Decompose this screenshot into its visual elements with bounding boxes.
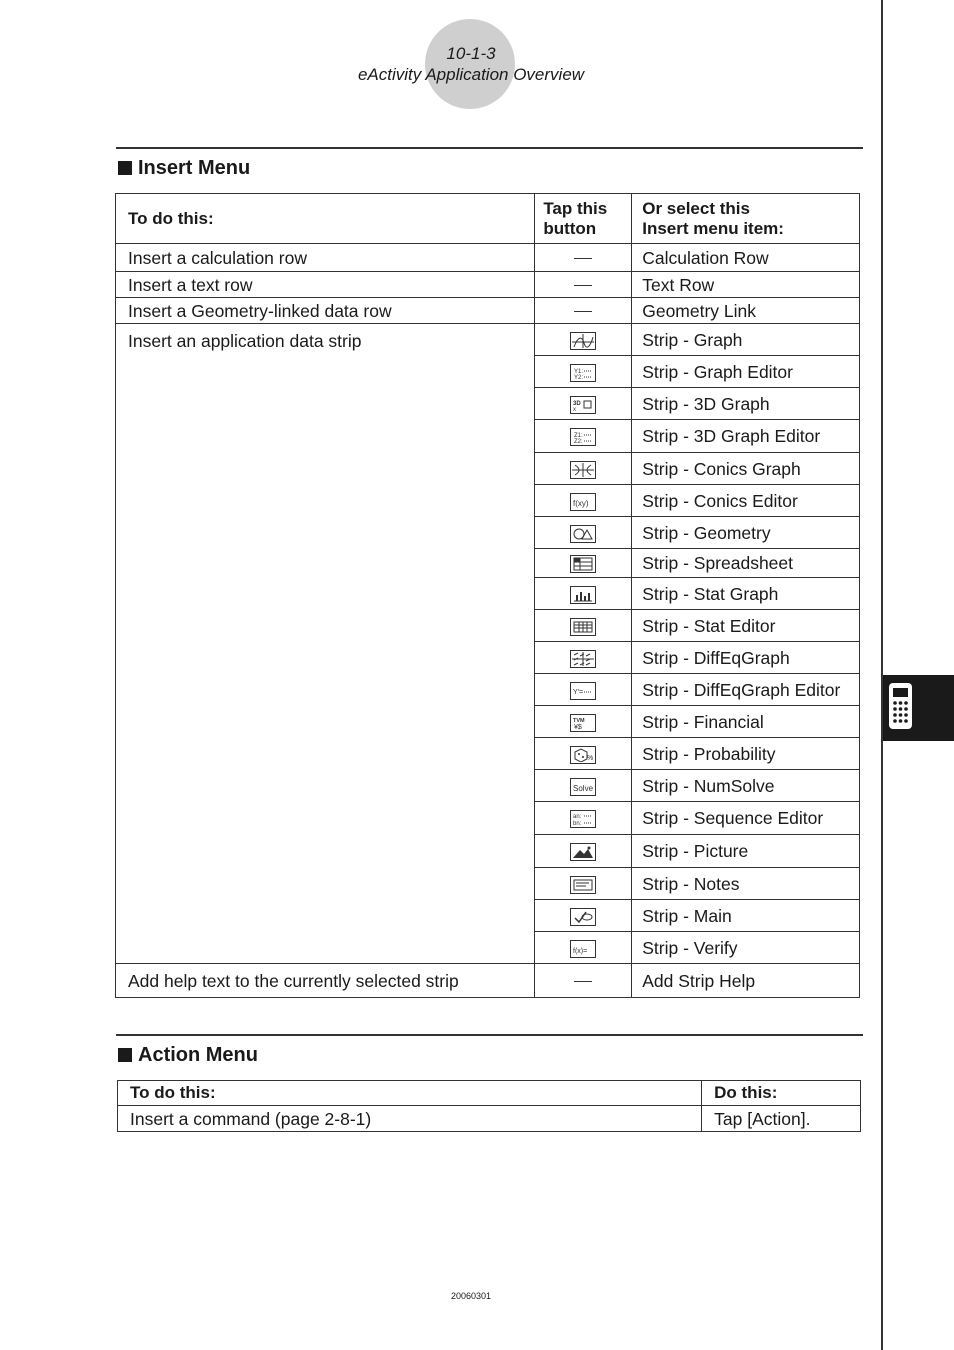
row-todo: Insert a command (page 2-8-1) [118,1106,702,1132]
row-todo: Add help text to the currently selected strip [116,964,535,998]
menu-item-strip[interactable]: Strip - Verify [632,932,860,964]
graph-editor-icon[interactable] [570,364,596,382]
col-todo-header: To do this: [116,194,535,244]
page-number-circle [425,19,515,109]
svg-text:Z1:: Z1: [574,433,583,440]
no-button-dash [574,285,592,286]
diffeqgraph-icon[interactable] [570,650,596,668]
table-row [118,1106,861,1132]
svg-text:x: x [573,406,577,412]
stat-editor-icon[interactable] [570,618,596,636]
financial-icon[interactable] [570,714,596,732]
strip-row [116,324,860,356]
no-button-dash [574,258,592,259]
numsolve-icon[interactable] [570,778,596,796]
menu-item-strip[interactable]: Strip - 3D Graph Editor [632,420,860,453]
conics-graph-icon[interactable] [570,461,596,479]
svg-text:Y2:: Y2: [574,374,584,380]
main-icon[interactable] [570,908,596,926]
svg-text:¥$: ¥$ [574,723,583,730]
diffeqgraph-editor-icon[interactable] [570,682,596,700]
svg-text:%: % [587,754,594,762]
verify-icon[interactable] [570,940,596,958]
row-todo: Insert an application data strip [116,324,535,964]
menu-item-strip[interactable]: Strip - Probability [632,738,860,770]
menu-item-strip[interactable]: Strip - Stat Editor [632,610,860,642]
table-row [116,244,860,272]
3d-graph-icon[interactable] [570,396,596,414]
table-row [116,964,860,998]
spreadsheet-icon[interactable] [570,555,596,573]
svg-text:an:: an: [573,814,582,821]
row-todo: Insert a calculation row [116,244,535,272]
section-rule [116,1034,863,1036]
svg-text:3D: 3D [573,400,581,407]
menu-item-text-row[interactable]: Text Row [632,272,860,298]
no-button-dash [574,311,592,312]
svg-text:f(x)=: f(x)= [573,947,588,955]
menu-item-calculation-row[interactable]: Calculation Row [632,244,860,272]
table-header-row [116,194,860,244]
footer-code: 20060301 [450,1291,492,1301]
picture-icon[interactable] [570,843,596,861]
menu-item-strip[interactable]: Strip - Graph [632,324,860,356]
insert-menu-heading: Insert Menu [118,157,250,180]
menu-item-strip[interactable]: Strip - Conics Graph [632,453,860,485]
svg-text:Z2:: Z2: [574,439,583,445]
col-do-header: Do this: [702,1081,861,1106]
menu-item-strip[interactable]: Strip - Conics Editor [632,485,860,517]
probability-icon[interactable] [570,746,596,764]
menu-item-strip[interactable]: Strip - NumSolve [632,770,860,802]
svg-text:Y1:: Y1: [574,368,584,375]
3d-graph-editor-icon[interactable] [570,428,596,446]
calculator-icon [883,675,954,741]
table-header-row [118,1081,861,1106]
col-select-header: Or select this Insert menu item: [632,194,860,244]
row-do: Tap [Action]. [702,1106,861,1132]
page-number: 10-1-3 [446,44,496,63]
section-rule [116,147,863,149]
row-todo: Insert a Geometry-linked data row [116,298,535,324]
menu-item-strip[interactable]: Strip - Graph Editor [632,356,860,388]
action-menu-table [117,1080,861,1132]
insert-menu-table [115,193,860,998]
sequence-editor-icon[interactable] [570,810,596,828]
col-todo-header: To do this: [118,1081,702,1106]
svg-text:f(xy): f(xy) [573,498,589,508]
menu-item-strip[interactable]: Strip - Geometry [632,517,860,549]
notes-icon[interactable] [570,876,596,894]
menu-item-strip[interactable]: Strip - Notes [632,868,860,900]
menu-item-strip[interactable]: Strip - Main [632,900,860,932]
table-row [116,298,860,324]
svg-text:Y'=: Y'= [573,688,584,696]
menu-item-strip[interactable]: Strip - DiffEqGraph [632,642,860,674]
action-menu-heading: Action Menu [118,1044,258,1067]
menu-item-strip[interactable]: Strip - Sequence Editor [632,802,860,835]
svg-text:bn:: bn: [573,821,582,827]
svg-text:Solve: Solve [573,783,594,793]
menu-item-strip[interactable]: Strip - Spreadsheet [632,549,860,578]
col-tap-header: Tap this button [535,194,632,244]
chapter-tab [883,675,954,741]
menu-item-strip[interactable]: Strip - 3D Graph [632,388,860,420]
menu-item-strip[interactable]: Strip - DiffEqGraph Editor [632,674,860,706]
table-row [116,272,860,298]
menu-item-strip[interactable]: Strip - Picture [632,835,860,868]
menu-item-strip[interactable]: Strip - Financial [632,706,860,738]
page-title: eActivity Application Overview [357,65,585,84]
no-button-dash [574,981,592,982]
menu-item-add-strip-help[interactable]: Add Strip Help [632,964,860,998]
graph-icon[interactable] [570,332,596,350]
svg-text:TVM: TVM [573,717,585,724]
menu-item-geometry-link[interactable]: Geometry Link [632,298,860,324]
conics-editor-icon[interactable] [570,493,596,511]
geometry-icon[interactable] [570,525,596,543]
menu-item-strip[interactable]: Strip - Stat Graph [632,578,860,610]
stat-graph-icon[interactable] [570,586,596,604]
row-todo: Insert a text row [116,272,535,298]
